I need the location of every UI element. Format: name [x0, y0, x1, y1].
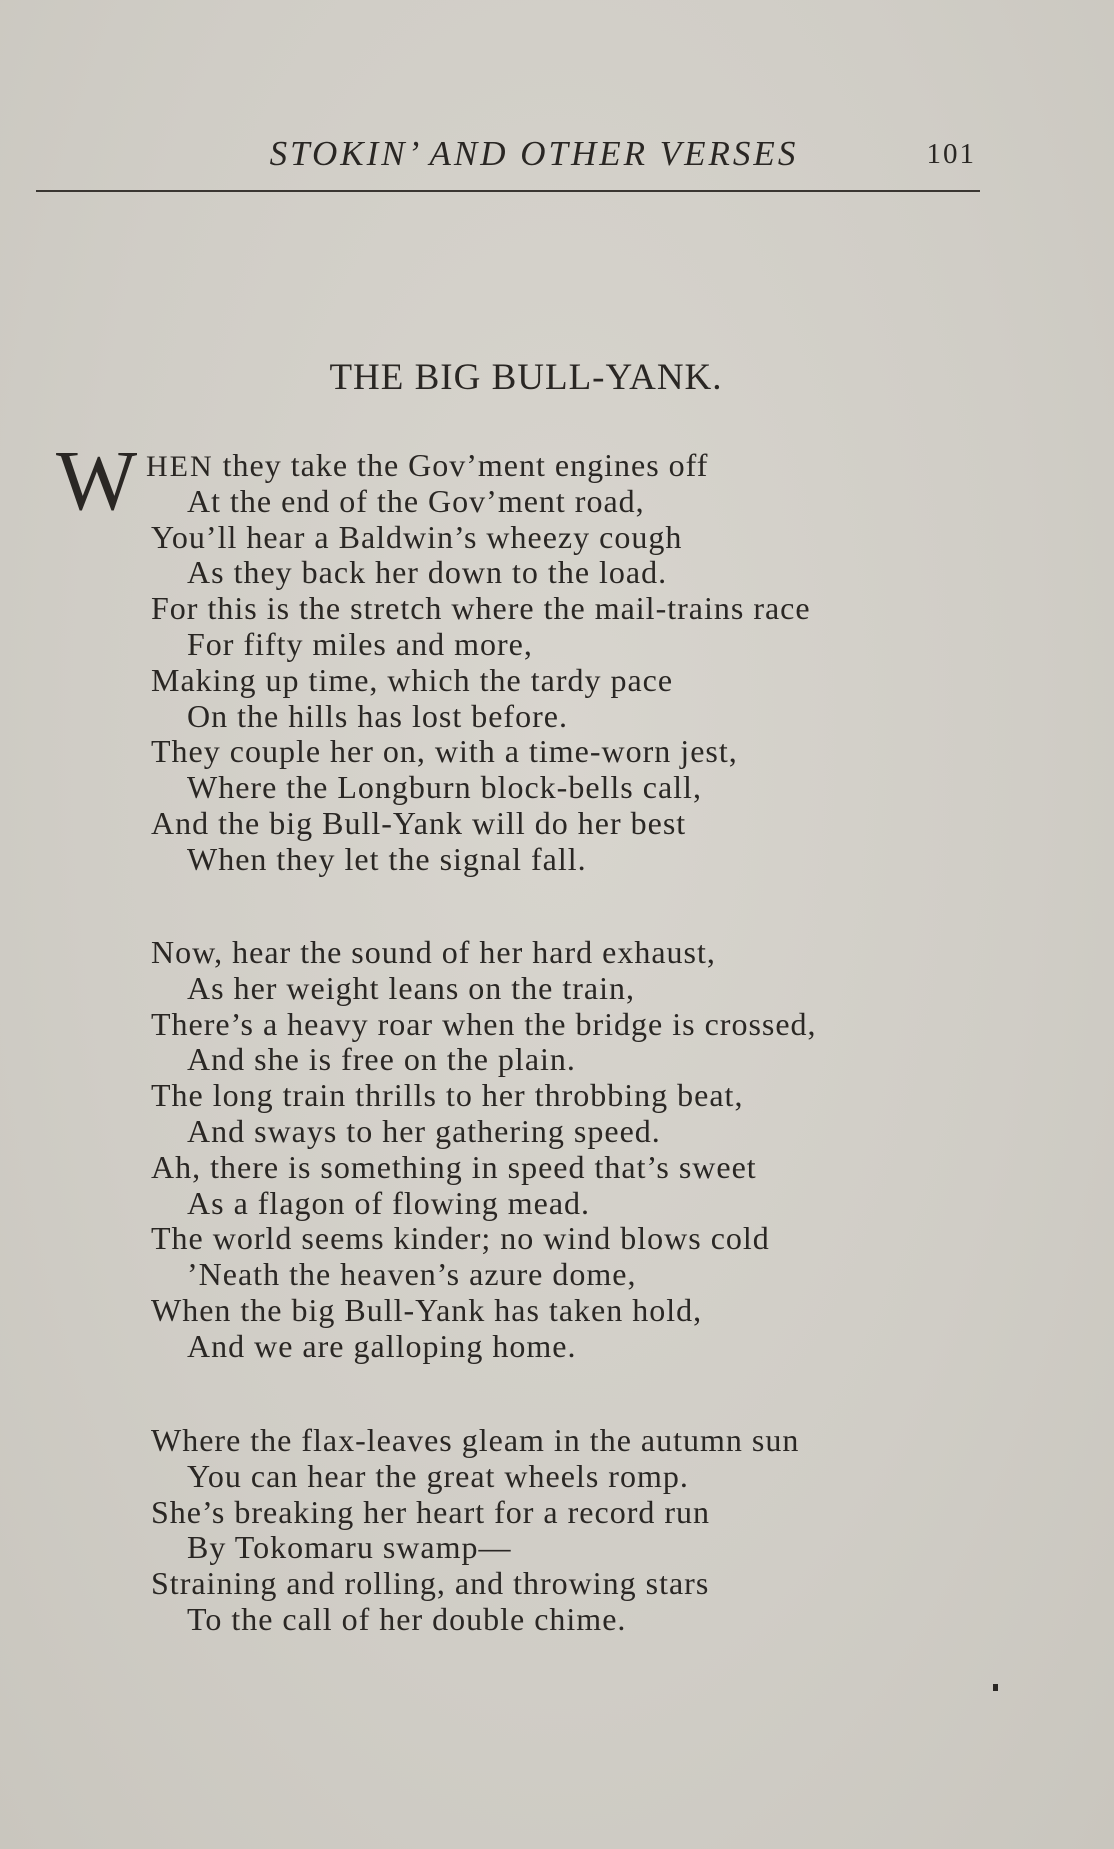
poem-line: For this is the stretch where the mail-trains race [151, 590, 811, 627]
poem-line: By Tokomaru swamp— [187, 1529, 512, 1566]
poem-line: To the call of her double chime. [187, 1601, 627, 1637]
poem-line: And sways to her gathering speed. [187, 1113, 661, 1149]
poem-line: When they let the signal fall. [187, 840, 587, 877]
poem-line: The long train thrills to her throbbing beat, [151, 1077, 744, 1114]
poem-line: They couple her on, with a time-worn jest, [151, 733, 738, 770]
poem-line: Where the flax-leaves gleam in the autumn sun [151, 1422, 800, 1458]
poem-line: You can hear the great wheels romp. [187, 1457, 689, 1494]
poem-line: Straining and rolling, and throwing stars [151, 1565, 710, 1602]
poem-line: You’ll hear a Baldwin’s wheezy cough [151, 518, 683, 555]
ink-speck [993, 1684, 998, 1691]
poem-line: The world seems kinder; no wind blows cold [151, 1220, 770, 1257]
running-title: STOKIN’ AND OTHER VERSES [269, 134, 799, 173]
poem-line: And the big Bull-Yank will do her best [151, 805, 687, 841]
poem-line: And we are galloping home. [187, 1327, 577, 1364]
poem-line: As they back her down to the load. [187, 554, 668, 591]
poem-line: Now, hear the sound of her hard exhaust, [151, 934, 716, 970]
poem-line: And she is free on the plain. [187, 1041, 576, 1078]
poem-line: As her weight leans on the train, [187, 969, 635, 1006]
poem-line: There’s a heavy roar when the bridge is crossed, [151, 1005, 817, 1042]
page-number: 101 [926, 138, 976, 170]
poem-line: On the hills has lost before. [187, 697, 568, 734]
running-header [36, 134, 980, 192]
poem-line: For fifty miles and more, [187, 626, 533, 662]
poem-line: As a flagon of flowing mead. [187, 1184, 591, 1221]
poem-line: Where the Longburn block-bells call, [187, 769, 702, 806]
poem-line: When the big Bull-Yank has taken hold, [151, 1292, 703, 1328]
drop-cap: W [56, 432, 138, 528]
poem-line: ’Neath the heaven’s azure dome, [187, 1256, 637, 1293]
poem-line: HEN they take the Gov’ment engines off [146, 447, 709, 483]
poem-title: THE BIG BULL-YANK. [329, 357, 723, 398]
poem-line: Ah, there is something in speed that’s sweet [151, 1148, 757, 1185]
poem-line: At the end of the Gov’ment road, [187, 482, 645, 519]
poem-line: She’s breaking her heart for a record run [151, 1493, 710, 1530]
poem-line: Making up time, which the tardy pace [151, 661, 674, 698]
